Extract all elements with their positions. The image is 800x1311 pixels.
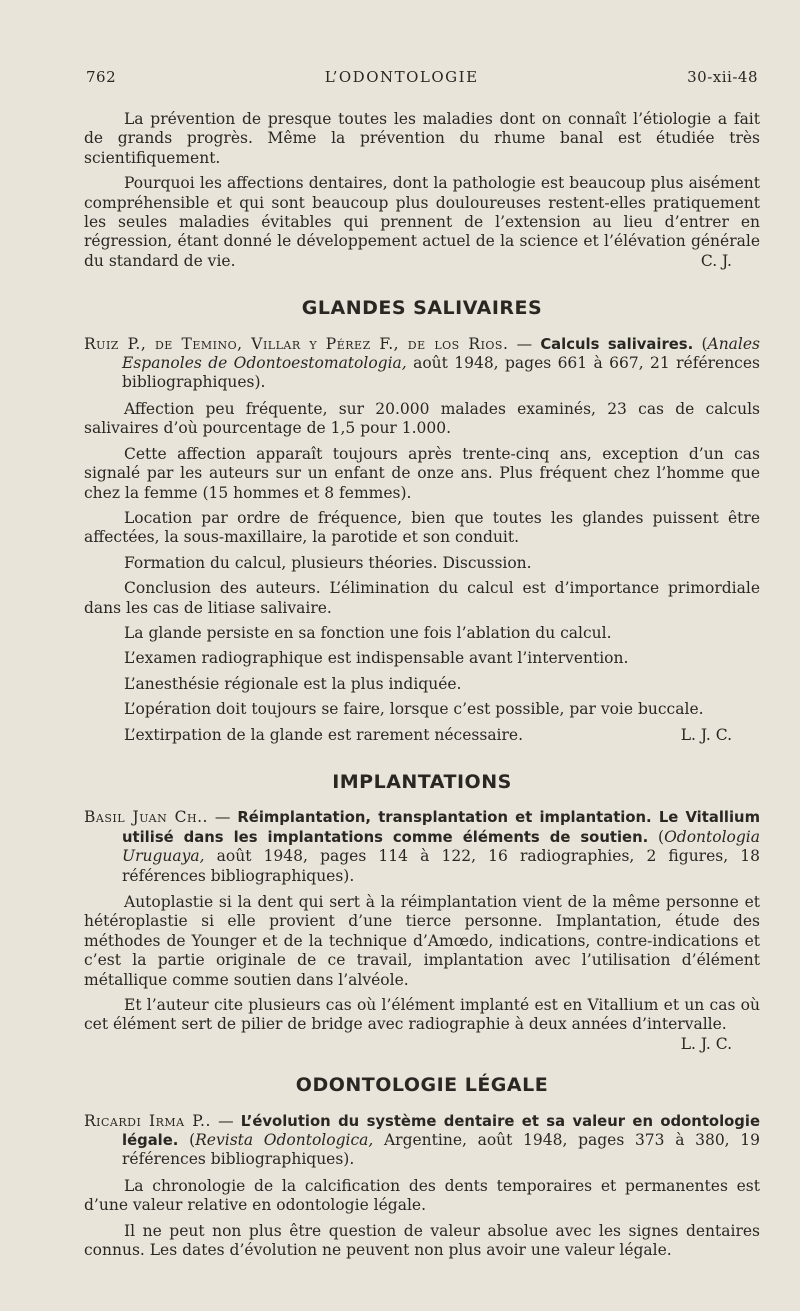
- intro-paragraph: La prévention de presque toutes les maladies dont on connaît l’étiologie a fait de grands progrès. Même la prévention du rhume banal est étudiée très scientifiquement.: [84, 110, 760, 167]
- signature: L. J. C.: [680, 1034, 732, 1053]
- paragraph: Formation du calcul, plusieurs théories. Discussion.: [124, 553, 532, 572]
- journal-name: Anales Espanoles de Odontoestomatologia,: [122, 334, 761, 373]
- article-title: Réimplantation, transplantation et implantation. Le Vitallium utilisé dans les implantations comme éléments de soutien.: [122, 809, 760, 846]
- section-title: IMPLANTATIONS: [332, 770, 512, 793]
- journal-name: Odontologia Uruguaya,: [122, 827, 760, 866]
- article-title: Calculs salivaires.: [540, 335, 694, 353]
- citation-details: août 1948, pages 661 à 667, 21 références bibliographiques).: [122, 354, 760, 392]
- citation-details: août 1948, pages 114 à 122, 16 radiographies, 2 figures, 18 références bibliographiques).: [122, 847, 760, 885]
- paragraph-text: L’extirpation de la glande est rarement nécessaire.: [124, 725, 524, 744]
- issue-date: 30-xii-48: [687, 68, 758, 86]
- paragraph: La chronologie de la calcification des dents temporaires et permanentes est d’une valeur relative en odontologie légale.: [84, 1176, 760, 1215]
- paragraph: [84, 726, 760, 745]
- reference-authors: Ruiz P., de Temino, Villar y Pérez F., de los Rios.: [84, 334, 509, 353]
- journal-name: Revista Odontologica,: [195, 1131, 374, 1150]
- paragraph: Il ne peut non plus être question de valeur absolue avec les signes dentaires connus. Les dates d’évolution ne peuvent non plus avoir une valeur légale.: [84, 1221, 760, 1260]
- intro-paragraph-text: Pourquoi les affections dentaires, dont la pathologie est beaucoup plus aisément compréhensible et qui sont beaucoup plus douloureuses restent-elles pratiquement les seules maladies évitables qui prennent de l’extension au lieu d’entrer en régression, étant donné le développement actuel de la science et l’élévation générale du standard de vie.: [84, 174, 760, 270]
- reference-authors: Basil Juan Ch..: [84, 808, 208, 827]
- paragraph: [84, 996, 760, 1053]
- reference: Ruiz P., de Temino, Villar y Pérez F., de los Rios. — Calculs salivaires. (Anales Espanoles de Odontoestomatologia, août 1948, pages 661 à 667, 21 références bibliographiques).: [84, 334, 761, 392]
- signature: C. J.: [700, 251, 732, 270]
- running-header: [86, 68, 758, 86]
- paragraph: L’anesthésie régionale est la plus indiquée.: [124, 674, 462, 693]
- paragraph: L’opération doit toujours se faire, lorsque c’est possible, par voie buccale.: [124, 700, 704, 719]
- paragraph: Autoplastie si la dent qui sert à la réimplantation vient de la même personne et hétéroplastie si elle provient d’une tierce personne. Implantation, étude des méthodes de Younger et de la technique d’Amœdo, indications, contre-indications et c’est la partie originale de ce travail, implantation avec l’utilisation d’élément métallique comme soutien dans l’alvéole.: [84, 893, 760, 989]
- section-title: ODONTOLOGIE LÉGALE: [295, 1074, 549, 1097]
- paragraph: La glande persiste en sa fonction une fois l’ablation du calcul.: [124, 623, 612, 642]
- paragraph: Conclusion des auteurs. L’élimination du calcul est d’importance primordiale dans les cas de litiase salivaire.: [84, 579, 760, 617]
- paragraph: L’examen radiographique est indispensable avant l’intervention.: [124, 649, 629, 668]
- reference: Ricardi Irma P.. — L’évolution du système dentaire et sa valeur en odontologie légale. (Revista Odontologica, Argentine, août 1948, pages 373 à 380, 19 références bibliographiques).: [84, 1111, 761, 1169]
- signature: L. J. C.: [680, 725, 732, 744]
- journal-title: L’ODONTOLOGIE: [324, 68, 479, 86]
- section-title: GLANDES SALIVAIRES: [301, 297, 543, 320]
- paragraph: Affection peu fréquente, sur 20.000 malades examinés, 23 cas de calculs salivaires d’où pourcentage de 1,5 pour 1.000.: [84, 399, 760, 438]
- reference-authors: Ricardi Irma P..: [84, 1111, 211, 1130]
- intro-paragraph: [84, 174, 760, 271]
- paragraph: Location par ordre de fréquence, bien que toutes les glandes puissent être affectées, la sous-maxillaire, la parotide et son conduit.: [84, 508, 760, 547]
- article-title: L’évolution du système dentaire et sa valeur en odontologie légale.: [122, 1112, 761, 1150]
- reference-dash: —: [210, 1111, 241, 1130]
- page-number: 762: [86, 68, 117, 86]
- reference: Basil Juan Ch.. — Réimplantation, transplantation et implantation. Le Vitallium utilisé dans les implantations comme éléments de soutien. (Odontologia Uruguaya, août 1948, pages 114 à 122, 16 radiographies, 2 figures, 18 références bibliographiques).: [84, 808, 760, 885]
- paragraph-text: Et l’auteur cite plusieurs cas où l’élément implanté est en Vitallium et un cas où cet élément sert de pilier de bridge avec radiographie à deux années d’intervalle.: [84, 996, 760, 1034]
- reference-dash: —: [508, 334, 541, 353]
- paragraph: Cette affection apparaît toujours après trente-cinq ans, exception d’un cas signalé par les auteurs sur un enfant de onze ans. Plus fréquent chez l’homme que chez la femme (15 hommes et 8 femmes).: [84, 444, 760, 502]
- citation-details: Argentine, août 1948, pages 373 à 380, 19 références bibliographiques).: [122, 1131, 760, 1169]
- page-body: [84, 110, 760, 1267]
- reference-dash: —: [207, 808, 238, 827]
